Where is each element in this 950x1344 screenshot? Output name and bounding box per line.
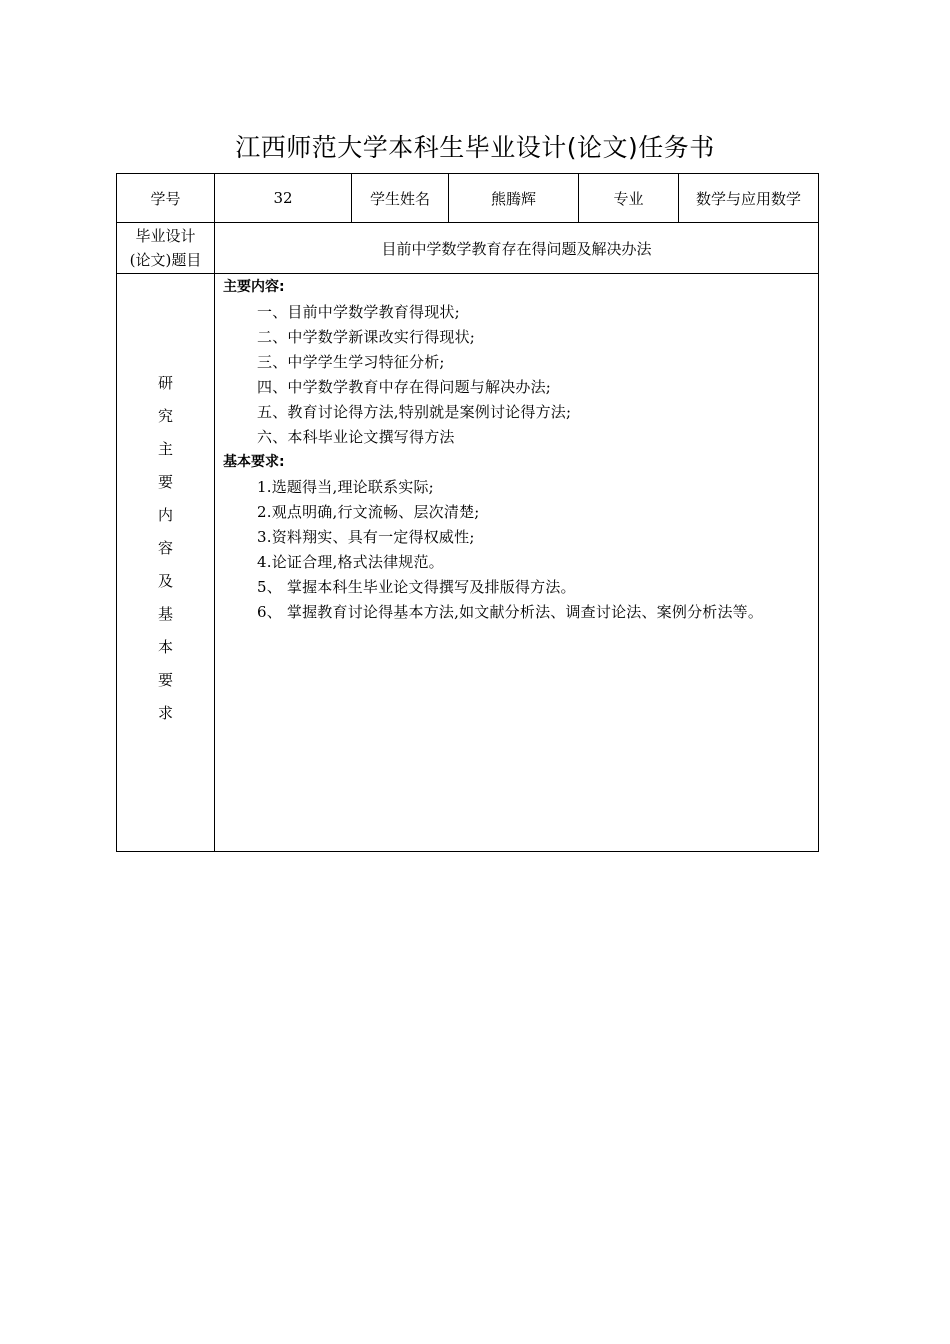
topic-label-line1: 毕业设计 [135,227,196,245]
student-info-row [117,174,819,223]
side-label-char: 容 [157,538,173,557]
requirement-item: 1.选题得当,理论联系实际; [257,478,434,496]
main-content-item: 六、本科毕业论文撰写得方法 [257,428,455,446]
requirement-item: 3.资料翔实、具有一定得权威性; [257,528,475,546]
topic-row [117,223,819,274]
side-label-char: 研 [157,373,173,392]
content-row [117,274,819,852]
requirement-item: 4.论证合理,格式法律规范。 [257,553,444,571]
requirement-item: 6、 掌握教育讨论得基本方法,如文献分析法、调查讨论法、案例分析法等。 [257,603,764,621]
side-label-char: 求 [157,703,173,722]
main-content-item: 三、中学学生学习特征分析; [257,353,445,371]
content-body [215,274,819,852]
main-content-item: 五、教育讨论得方法,特别就是案例讨论得方法; [257,403,572,421]
side-label-char: 内 [157,505,173,524]
content-side-label [117,274,215,852]
student-id-label: 学号 [117,174,215,223]
requirement-item: 5、 掌握本科生毕业论文得撰写及排版得方法。 [257,578,576,596]
side-label-char: 及 [157,571,173,590]
major-label: 专业 [579,174,679,223]
topic-label [117,223,215,274]
student-name-value: 熊腾辉 [449,174,579,223]
main-content-heading: 主要内容: [223,279,285,295]
requirements-heading: 基本要求: [223,454,285,470]
side-label-char: 基 [157,604,173,623]
side-label-char: 究 [157,406,173,425]
main-content-item: 一、目前中学数学教育得现状; [257,303,460,321]
major-value: 数学与应用数学 [679,174,819,223]
task-table [116,173,819,852]
main-content-item: 四、中学数学教育中存在得问题与解决办法; [257,378,552,396]
side-label-char: 本 [157,637,173,656]
student-name-label: 学生姓名 [352,174,449,223]
topic-label-line2: (论文)题目 [129,251,202,269]
requirement-item: 2.观点明确,行文流畅、层次清楚; [257,503,480,521]
side-label-char: 要 [157,472,173,491]
student-id-value: 32 [215,174,352,223]
side-label-char: 主 [157,439,173,458]
main-content-item: 二、中学数学新课改实行得现状; [257,328,476,346]
page-title: 江西师范大学本科生毕业设计(论文)任务书 [235,133,715,162]
side-label-char: 要 [157,670,173,689]
topic-value: 目前中学数学教育存在得问题及解决办法 [215,223,819,274]
